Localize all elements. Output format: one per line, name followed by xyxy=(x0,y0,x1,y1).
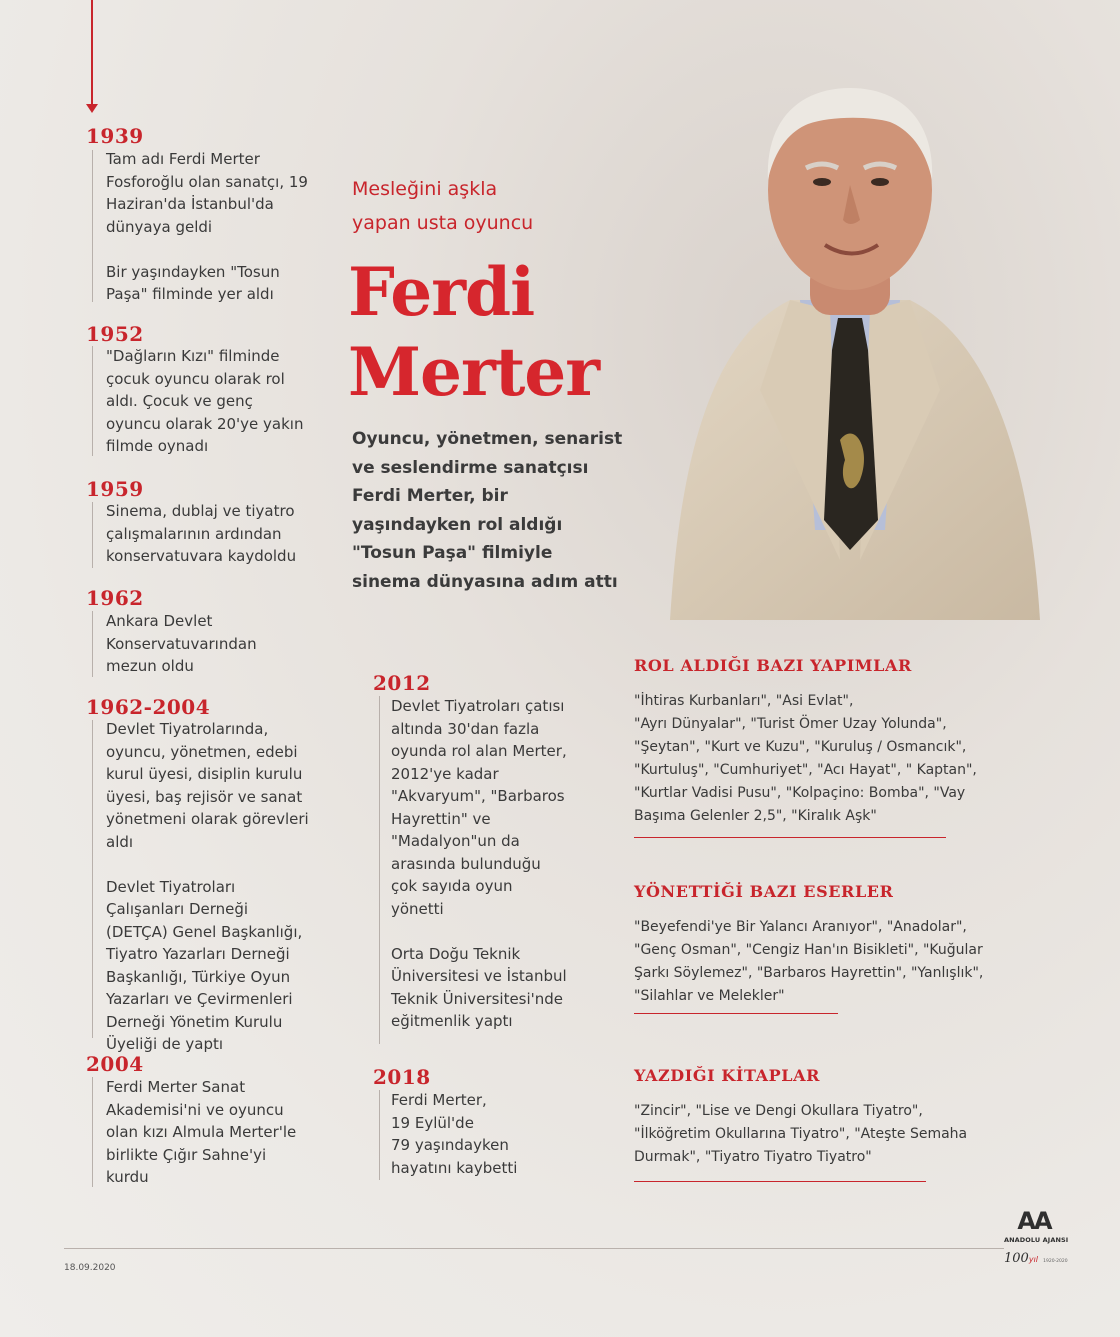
year-1952: 1952 xyxy=(86,322,144,346)
year-1939: 1939 xyxy=(86,124,144,148)
aa-logo-icon: AA xyxy=(1017,1207,1051,1235)
books-heading: YAZDIĞI KİTAPLAR xyxy=(634,1066,820,1085)
intro-text: Oyuncu, yönetmen, senarist ve seslendirme sanatçısı Ferdi Merter, bir yaşındayken rol aldığı "Tosun Paşa" filmiyle sinema dünyasına adım attı xyxy=(352,429,623,592)
event-1952-text: "Dağların Kızı" filminde çocuk oyuncu olarak rol aldı. Çocuk ve genç oyuncu olarak 20'ye yakın filmde oynadı xyxy=(106,347,304,455)
eye-right xyxy=(871,178,889,186)
timeline-divider xyxy=(92,611,93,677)
timeline-divider xyxy=(92,1077,93,1187)
event-1962-2004-text: Devlet Tiyatrolarında, oyuncu, yönetmen, edebi kurul üyesi, disiplin kurulu üyesi, baş rejisör ve sanat yönetmeni olarak görevleri aldı Devlet Tiyatroları Çalışanları Derneği (DETÇA) Genel Başkanlığı, Tiyatro Yazarları Derneği Başkanlığı, Türkiye Oyun Yazarları ve Çevirmenleri Derneği Yönetim Kurulu Üyeliği de yaptı xyxy=(106,720,309,1053)
eye-left xyxy=(813,178,831,186)
portrait-photo xyxy=(640,60,1060,620)
timeline-divider xyxy=(92,346,93,456)
event-1939-text: Tam adı Ferdi Merter Fosforoğlu olan sanatçı, 19 Haziran'da İstanbul'da dünyaya geldi Bir yaşındayken "Tosun Paşa" filminde yer aldı xyxy=(106,150,308,303)
timeline-divider xyxy=(92,502,93,568)
timeline-divider xyxy=(379,1090,380,1180)
timeline-arrow-line xyxy=(91,0,93,106)
year-2004: 2004 xyxy=(86,1052,144,1076)
arrow-down-icon xyxy=(86,104,98,113)
agency-logo xyxy=(1004,1207,1069,1278)
footer-rule xyxy=(64,1248,1004,1249)
event-2012-text: Devlet Tiyatroları çatısı altında 30'dan fazla oyunda rol alan Merter, 2012'ye kadar "Akvaryum", "Barbaros Hayrettin" ve "Madalyon"un da arasında bulunduğu çok sayıda oyun yönetti Orta Doğu Teknik Üniversitesi ve İstanbul Teknik Üniversitesi'nde eğitmenlik yaptı xyxy=(391,697,567,1030)
books-text: "Zincir", "Lise ve Dengi Okullara Tiyatro", "İlköğretim Okullarına Tiyatro", "Ateşte Semaha Durmak", "Tiyatro Tiyatro Tiyatro" xyxy=(634,1103,968,1165)
logo-yil: yıl xyxy=(1028,1255,1039,1264)
timeline-divider xyxy=(379,696,380,1044)
books-divider xyxy=(634,1181,926,1182)
event-2018-text: Ferdi Merter, 19 Eylül'de 79 yaşındayken hayatını kaybetti xyxy=(391,1091,518,1177)
timeline-divider xyxy=(92,720,93,1038)
roles-text: "İhtiras Kurbanları", "Asi Evlat", "Ayrı Dünyalar", "Turist Ömer Uzay Yolunda", "Şeytan", "Kurt ve Kuzu", "Kuruluş / Osmancık", "Kurtuluş", "Cumhuriyet", "Acı Hayat", " Kaptan", "Kurtlar Vadisi Pusu", "Kolpaçino: Bomba", "Vay Başıma Gelenler 2,5", "Kiralık Aşk" xyxy=(634,693,977,824)
directed-text: "Beyefendi'ye Bir Yalancı Aranıyor", "Anadolar", "Genç Osman", "Cengiz Han'ın Bisikleti", "Kuğular Şarkı Söylemez", "Barbaros Hayrettin", "Yanlışlık", "Silahlar ve Melekler" xyxy=(634,919,984,1004)
page-title xyxy=(348,252,599,412)
title-last-name: Merter xyxy=(348,333,600,411)
title-first-name: Ferdi xyxy=(348,253,535,331)
logo-anniversary xyxy=(1004,1247,1068,1266)
roles-heading: ROL ALDIĞI BAZI YAPIMLAR xyxy=(634,656,912,675)
portrait-illustration xyxy=(640,60,1060,620)
event-1959-text: Sinema, dublaj ve tiyatro çalışmalarının ardından konservatuvara kaydoldu xyxy=(106,502,297,565)
year-1962: 1962 xyxy=(86,586,144,610)
year-2012: 2012 xyxy=(373,671,431,695)
subtitle-line-2: yapan usta oyuncu xyxy=(352,212,534,234)
directed-divider xyxy=(634,1013,838,1014)
timeline-divider xyxy=(92,150,93,302)
directed-heading: YÖNETTİĞİ BAZI ESERLER xyxy=(634,882,894,901)
year-2018: 2018 xyxy=(373,1065,431,1089)
year-1959: 1959 xyxy=(86,477,144,501)
logo-100: 100 xyxy=(1004,1251,1029,1266)
event-2004-text: Ferdi Merter Sanat Akademisi'ni ve oyuncu olan kızı Almula Merter'le birlikte Çığır Sahne'yi kurdu xyxy=(106,1078,297,1186)
logo-name: ANADOLU AJANSI xyxy=(1004,1236,1069,1244)
logo-years: 1920-2020 xyxy=(1043,1259,1068,1264)
subtitle xyxy=(352,172,533,240)
roles-divider xyxy=(634,837,946,838)
subtitle-line-1: Mesleğini aşkla xyxy=(352,178,498,200)
year-1962-2004: 1962-2004 xyxy=(86,695,211,719)
footer-date: 18.09.2020 xyxy=(64,1263,116,1273)
event-1962-text: Ankara Devlet Konservatuvarından mezun oldu xyxy=(106,612,257,675)
